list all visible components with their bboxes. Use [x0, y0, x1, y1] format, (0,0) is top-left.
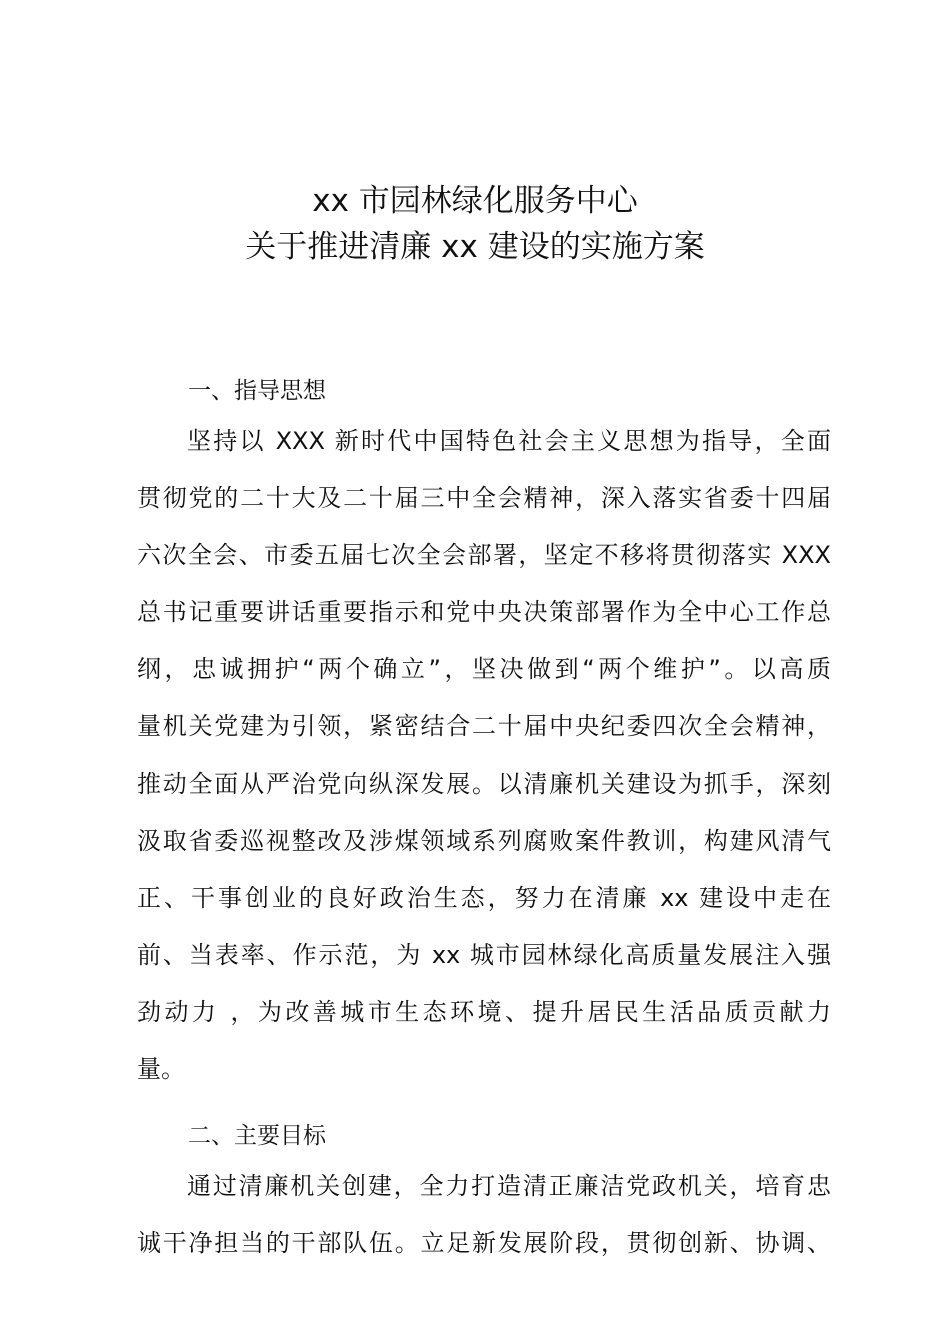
paragraph-line: 前、当表率、作示范，为 xx 城市园林绿化高质量发展注入强 [137, 941, 831, 969]
paragraph-line: 通过清廉机关创建，全力打造清正廉洁党政机关，培育忠 [187, 1172, 831, 1200]
paragraph-line: 劲动力 ，为改善城市生态环境、提升居民生活品质贡献力 [137, 998, 831, 1026]
section-heading-guiding-ideology: 一、指导思想 [188, 378, 326, 404]
title-line-2: 关于推进清廉 xx 建设的实施方案 [245, 229, 705, 265]
paragraph-line: 贯彻党的二十大及二十届三中全会精神，深入落实省委十四届 [137, 484, 831, 512]
paragraph-line: 纲，忠诚拥护“两个确立”，坚决做到“两个维护”。以高质 [137, 655, 831, 683]
paragraph-line: 量机关党建为引领，紧密结合二十届中央纪委四次全会精神， [137, 712, 831, 740]
section-heading-main-goals: 二、主要目标 [188, 1123, 326, 1149]
paragraph-line: 正、干事创业的良好政治生态，努力在清廉 xx 建设中走在 [137, 884, 831, 912]
title-line-1: xx 市园林绿化服务中心 [312, 183, 638, 219]
document-title [0, 178, 950, 270]
paragraph-line: 六次全会、市委五届七次全会部署，坚定不移将贯彻落实 XXX [137, 541, 831, 569]
paragraph-line: 诚干净担当的干部队伍。立足新发展阶段，贯彻创新、协调、 [137, 1229, 831, 1257]
paragraph-line: 坚持以 XXX 新时代中国特色社会主义思想为指导，全面 [187, 427, 831, 455]
paragraph-line: 推动全面从严治党向纵深发展。以清廉机关建设为抓手，深刻 [137, 770, 831, 798]
paragraph-line: 汲取省委巡视整改及涉煤领域系列腐败案件教训，构建风清气 [137, 827, 831, 855]
paragraph-line: 总书记重要讲话重要指示和党中央决策部署作为全中心工作总 [137, 598, 831, 626]
paragraph-line: 量。 [137, 1055, 185, 1083]
